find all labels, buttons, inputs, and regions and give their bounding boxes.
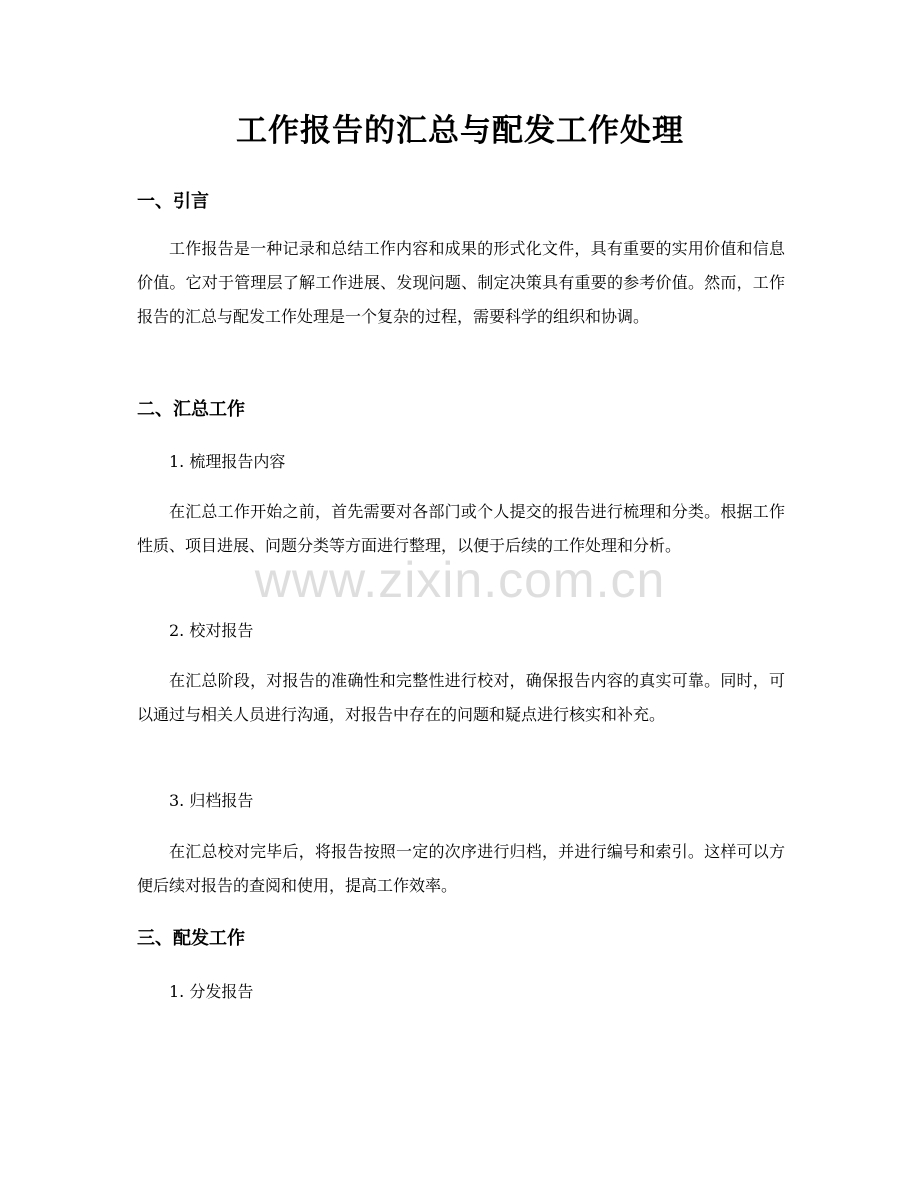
section-heading-intro: 一、引言 (137, 191, 209, 212)
summary-item-2-label: 2. 校对报告 (169, 621, 254, 640)
intro-paragraph: 工作报告是一种记录和总结工作内容和成果的形式化文件，具有重要的实用价值和信息价值。它对于管理层了解工作进展、发现问题、制定决策具有重要的参考价值。然而，工作报告的汇总与配发工作处理是一个复杂的过程，需要科学的组织和协调。 (137, 239, 785, 326)
watermark-text: www.zixin.com.cn (254, 552, 666, 608)
summary-item-1-label: 1. 梳理报告内容 (169, 452, 286, 471)
summary-item-1-paragraph: 在汇总工作开始之前，首先需要对各部门或个人提交的报告进行梳理和分类。根据工作性质、项目进展、问题分类等方面进行整理，以便于后续的工作处理和分析。 (137, 502, 785, 555)
document-title: 工作报告的汇总与配发工作处理 (236, 113, 684, 149)
distribution-item-1-label: 1. 分发报告 (169, 982, 254, 1001)
summary-item-3-paragraph: 在汇总校对完毕后，将报告按照一定的次序进行归档，并进行编号和索引。这样可以方便后续对报告的查阅和使用，提高工作效率。 (137, 842, 785, 895)
section-heading-distribution: 三、配发工作 (137, 928, 245, 949)
summary-item-3-label: 3. 归档报告 (169, 791, 254, 810)
summary-item-2-paragraph: 在汇总阶段，对报告的准确性和完整性进行校对，确保报告内容的真实可靠。同时，可以通过与相关人员进行沟通，对报告中存在的问题和疑点进行核实和补充。 (137, 671, 785, 724)
section-heading-summary: 二、汇总工作 (137, 399, 245, 420)
